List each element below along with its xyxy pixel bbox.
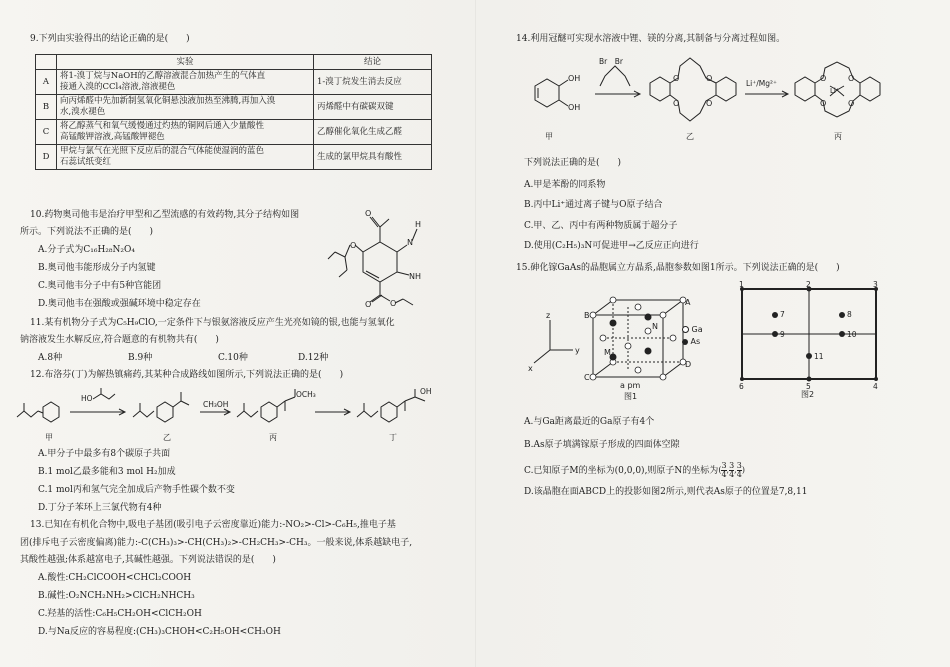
- q12-option-d[interactable]: D.丁分子苯环上三氯代物有4种: [38, 503, 162, 513]
- corner-label-a: A: [685, 298, 691, 307]
- q15-option-b[interactable]: B.As原子填满镓原子形成的四面体空隙: [524, 440, 680, 450]
- atom-label-o: O: [820, 74, 827, 83]
- fig2-label-10: 10: [847, 330, 857, 339]
- q10-option-d[interactable]: D.奥司他韦在强酸或强碱环境中稳定存在: [38, 299, 201, 309]
- legend-item-as: [682, 336, 703, 348]
- conclusion-cell: 1-溴丁烷发生消去反应: [314, 70, 432, 95]
- label-bing: 丙: [269, 433, 277, 442]
- atom-label-oh: OH: [568, 74, 581, 83]
- label-jia: 甲: [45, 433, 53, 442]
- fig2-label-6: 6: [739, 382, 744, 391]
- atom-label-oh: OH: [420, 387, 432, 396]
- fig2-label-9: 9: [780, 330, 785, 339]
- table-row: [36, 95, 432, 120]
- table-row: [36, 120, 432, 145]
- experiment-line: 石蕊试纸变红: [60, 157, 112, 167]
- q11-option-d[interactable]: D.12种: [298, 353, 329, 363]
- numerator: 3: [736, 461, 742, 470]
- atom-label-o: O: [673, 74, 680, 83]
- atom-label-o: O: [365, 300, 372, 309]
- q11-stem-line2: 钠溶液发生水解反应,符合题意的有机物共有( ): [20, 335, 219, 345]
- q14-option-a[interactable]: A.甲是苯酚的同系物: [524, 180, 606, 190]
- fraction: [737, 462, 742, 479]
- q14-option-b[interactable]: B.丙中Li⁺通过离子键与O原子结合: [524, 200, 663, 210]
- denominator: 4: [736, 470, 742, 479]
- q10-option-b[interactable]: B.奥司他韦能形成分子内氢键: [38, 263, 156, 273]
- axis-label-y: y: [575, 346, 580, 355]
- legend-item-ga: [682, 324, 703, 336]
- q9-table: [35, 54, 432, 170]
- experiment-line: 高锰酸钾溶液,高锰酸钾褪色: [60, 132, 165, 142]
- figure-2-caption: 图2: [801, 390, 815, 399]
- experiment-cell: [57, 70, 314, 95]
- conclusion-cell: 乙醇催化氧化生成乙醛: [314, 120, 432, 145]
- q10-stem-line2: 所示。下列说法不正确的是( ): [20, 227, 154, 237]
- q14-option-d[interactable]: D.使用(C₂H₅)₃N可促进甲→乙反应正向进行: [524, 241, 699, 251]
- conclusion-cell: 丙烯醛中有碳碳双键: [314, 95, 432, 120]
- experiment-line: 甲烷与氯气在光照下反应后的混合气体能使湿润的蓝色: [60, 146, 265, 156]
- legend-label: Ga: [691, 325, 703, 334]
- q11-option-a[interactable]: A.8种: [38, 353, 63, 363]
- figure-1-caption: 图1: [624, 392, 638, 401]
- table-header-blank: [36, 55, 57, 70]
- q14-stem: 14.利用冠醚可实现水溶液中锂、镁的分离,其制备与分离过程如图。: [516, 34, 786, 44]
- axis-label-x: x: [528, 364, 533, 373]
- table-header-conclusion: 结论: [314, 55, 432, 70]
- corner-label-n: N: [652, 322, 658, 331]
- table-row: [36, 70, 432, 95]
- q10-option-c[interactable]: C.奥司他韦分子中有5种官能团: [38, 281, 162, 291]
- q15-stem: 15.砷化镓GaAs的晶胞属立方晶系,晶胞参数如图1所示。下列说法正确的是( ): [516, 263, 840, 273]
- atom-label-nh2: NH: [409, 272, 421, 281]
- label-ding: 丁: [389, 433, 397, 442]
- fig2-label-8: 8: [847, 310, 852, 319]
- label-jia: 甲: [545, 132, 553, 141]
- q10-option-a[interactable]: A.分子式为C₁₆H₂₈N₂O₄: [38, 245, 135, 255]
- fig2-label-7: 7: [780, 310, 785, 319]
- q11-stem-line1: 11.某有机物分子式为C₅H₉ClO,一定条件下与银氨溶液反应产生光亮如镜的银,也能与氢氧化: [30, 318, 395, 328]
- option-letter: D: [36, 145, 57, 170]
- oseltamivir-structure: [325, 207, 435, 312]
- q15-option-d[interactable]: D.该晶胞在面ABCD上的投影如图2所示,则代表As原子的位置是7,8,11: [524, 487, 808, 497]
- option-c-text: C.已知原子M的坐标为(0,0,0),则原子N的坐标为: [524, 466, 719, 476]
- fig2-label-5: 5: [806, 382, 811, 391]
- atom-label-o: O: [365, 209, 372, 218]
- numerator: 3: [721, 461, 727, 470]
- fig2-label-2: 2: [806, 280, 811, 289]
- projection-figure-2: [735, 280, 885, 399]
- q9-stem: 9.下列由实验得出的结论正确的是( ): [30, 34, 190, 44]
- q13-option-a[interactable]: A.酸性:CH₂ClCOOH<CHCl₂COOH: [38, 573, 192, 583]
- experiment-line: 接通入溴的CCl₄溶液,溶液褪色: [60, 82, 176, 92]
- atom-label-o: O: [350, 241, 357, 250]
- q13-option-b[interactable]: B.碱性:O₂NCH₂NH₂>ClCH₂NHCH₃: [38, 591, 195, 601]
- q13-option-d[interactable]: D.与Na反应的容易程度:(CH₃)₃CHOH<C₂H₅OH<CH₃OH: [38, 627, 281, 637]
- fig2-label-11: 11: [814, 352, 824, 361]
- experiment-line: 将乙醇蒸气和氧气缓慢通过灼热的铜网后通入少量酸性: [60, 121, 265, 131]
- denominator: 4: [721, 470, 727, 479]
- q10-stem-line1: 10.药物奥司他韦是治疗甲型和乙型流感的有效药物,其分子结构如图: [30, 210, 300, 220]
- q12-option-a[interactable]: A.甲分子中最多有8个碳原子共面: [38, 449, 171, 459]
- fig2-label-1: 1: [739, 280, 744, 289]
- atom-label-o: O: [706, 74, 713, 83]
- legend-label: As: [690, 337, 701, 346]
- q11-option-b[interactable]: B.9种: [128, 353, 153, 363]
- q12-option-c[interactable]: C.1 mol丙和氢气完全加成后产物手性碳个数不变: [38, 485, 235, 495]
- ibuprofen-synthesis-route: [15, 385, 445, 445]
- filled-circle-icon: [682, 339, 688, 345]
- fraction: [729, 462, 734, 479]
- experiment-cell: [57, 95, 314, 120]
- q13-stem-line2: 团(排斥电子云密度偏离)能力:-C(CH₃)₃>-CH(CH₃)₂>-CH₂CH₃>-CH₃。一般来说,体系越缺电子,: [20, 538, 413, 548]
- atom-label-o: O: [848, 74, 855, 83]
- reagent-dibromo: Br Br: [599, 57, 623, 66]
- crown-ether-scheme: [520, 48, 920, 153]
- legend: [682, 324, 703, 348]
- atom-label-o: O: [820, 99, 827, 108]
- q15-option-c[interactable]: [524, 462, 745, 479]
- fig2-label-4: 4: [873, 382, 878, 391]
- fraction: [721, 462, 726, 479]
- corner-label-b: B: [584, 311, 590, 320]
- atom-label-och3: OCH₃: [296, 390, 316, 399]
- table-header-experiment: 实验: [57, 55, 314, 70]
- atom-label-o: O: [706, 99, 713, 108]
- label-yi: 乙: [686, 132, 694, 141]
- atom-label-o: O: [390, 299, 397, 308]
- table-row: [36, 145, 432, 170]
- atom-label-h: H: [415, 220, 422, 229]
- column-divider: [475, 0, 476, 667]
- cell-parameter: a pm: [620, 381, 641, 390]
- experiment-line: 水,溴水褪色: [60, 107, 106, 117]
- option-letter: B: [36, 95, 57, 120]
- experiment-cell: [57, 145, 314, 170]
- reagent-li-mg: Li⁺/Mg²⁺: [746, 79, 777, 88]
- reagent-2: CH₃OH: [203, 400, 229, 409]
- conclusion-cell: 生成的氯甲烷具有酸性: [314, 145, 432, 170]
- q13-stem-line1: 13.已知在有机化合物中,吸电子基团(吸引电子云密度靠近)能力:-NO₂>-Cl>-C₆H₅,推电子基: [30, 520, 396, 530]
- fig2-label-3: 3: [873, 280, 878, 289]
- label-bing: 丙: [834, 132, 842, 141]
- corner-label-c: C: [584, 373, 590, 382]
- q15-option-a[interactable]: A.与Ga距离最近的Ga原子有4个: [524, 417, 655, 427]
- option-letter: A: [36, 70, 57, 95]
- corner-label-d: D: [685, 360, 692, 369]
- experiment-line: 将1-溴丁烷与NaOH的乙醇溶液混合加热产生的气体直: [60, 71, 266, 81]
- atom-label-n: N: [407, 238, 413, 247]
- numerator: 3: [729, 461, 735, 470]
- q14-prompt: 下列说法正确的是( ): [524, 158, 622, 168]
- reagent-1: HO: [81, 394, 93, 403]
- q11-option-c[interactable]: C.10种: [218, 353, 248, 363]
- open-circle-icon: [682, 326, 689, 333]
- option-letter: C: [36, 120, 57, 145]
- experiment-line: 向丙烯醛中先加新制氢氧化铜悬浊液加热至沸腾,再加入溴: [60, 96, 276, 106]
- q12-stem: 12.布洛芬(丁)为解热镇痛药,其某种合成路线如图所示,下列说法正确的是( ): [30, 370, 344, 380]
- q14-option-c[interactable]: C.甲、乙、丙中有两种物质属于超分子: [524, 221, 678, 231]
- axis-label-z: z: [546, 311, 551, 320]
- atom-label-li: Li⁺: [830, 87, 840, 95]
- fraction-group: ( $\frac{3}{4}$ , $\frac{3}{4}$ , $\frac{3}{4}$ ): [718, 461, 745, 479]
- corner-label-m: M: [604, 348, 611, 357]
- denominator: 4: [729, 470, 735, 479]
- atom-label-o: O: [673, 99, 680, 108]
- label-yi: 乙: [163, 433, 171, 442]
- q13-option-c[interactable]: C.羟基的活性:C₆H₅CH₂OH<ClCH₂OH: [38, 609, 202, 619]
- q13-stem-line3: 其酸性越强;体系越富电子,其碱性越强。下列说法错误的是( ): [20, 555, 276, 565]
- atom-label-o: O: [848, 99, 855, 108]
- atom-label-oh: OH: [568, 103, 581, 112]
- experiment-cell: [57, 120, 314, 145]
- q12-option-b[interactable]: B.1 mol乙最多能和3 mol H₂加成: [38, 467, 176, 477]
